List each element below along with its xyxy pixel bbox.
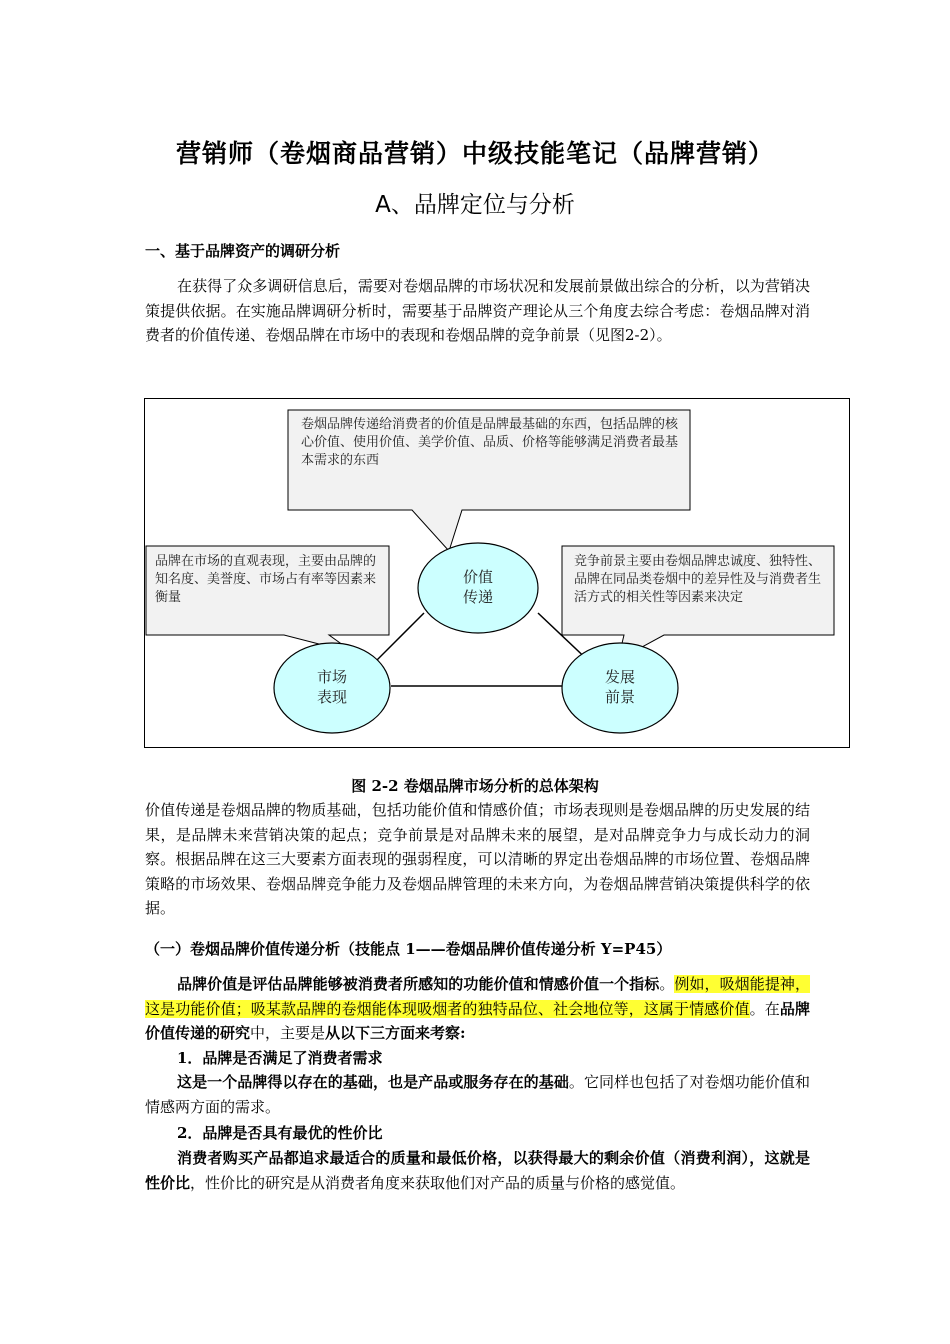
- point1-paragraph: [145, 1070, 810, 1119]
- analysis-paragraph: 价值传递是卷烟品牌的物质基础，包括功能价值和情感价值；市场表现则是卷烟品牌的历史发展的结果，是品牌未来营销决策的起点；竞争前景是对品牌未来的展望，是对品牌竞争力与成长动力的洞察。根据品牌在这三大要素方面表现的强弱程度，可以清晰的界定出卷烟品牌的市场位置、卷烟品牌策略的市场效果、卷烟品牌竞争能力及卷烟品牌管理的未来方向，为卷烟品牌营销决策提供科学的依据。: [145, 801, 810, 917]
- value-definition: 品牌价值是评估品牌能够被消费者所感知的功能价值和情感价值一个指标: [177, 975, 660, 993]
- node-value-label: [448, 567, 508, 607]
- node-future-label: [590, 667, 650, 707]
- value-dot2: 。在: [749, 999, 780, 1018]
- callout-right-text: 竞争前景主要由卷烟品牌忠诚度、独特性、品牌在同品类卷烟中的差异性及与消费者生活方式的相关性等因素来决定: [574, 554, 822, 605]
- value-aspects: 从以下三方面来考察: [325, 1024, 461, 1042]
- figure-caption: 图 2-2 卷烟品牌市场分析的总体架构: [351, 777, 599, 795]
- document-title: 营销师（卷烟商品营销）中级技能笔记（品牌营销）: [175, 139, 774, 168]
- section-heading: 一、基于品牌资产的调研分析: [145, 242, 341, 260]
- point1-bold: 这是一个品牌得以存在的基础，也是产品或服务存在的基础: [177, 1073, 569, 1091]
- intro-paragraph: 在获得了众多调研信息后，需要对卷烟品牌的市场状况和发展前景做出综合的分析，以为营销决策提供依据。在实施品牌调研分析时，需要基于品牌资产理论从三个角度去综合考虑：卷烟品牌对消费者的价值传递、卷烟品牌在市场中的表现和卷烟品牌的竞争前景（见图2-2）。: [145, 277, 810, 344]
- node-market-line2: 表现: [316, 688, 347, 706]
- value-mid: 中，主要是: [250, 1024, 326, 1042]
- point2-bold: 消费者购买产品都追求最适合的质量和最低价格，以获得最大的剩余价值（消费利润），这就是性价比: [145, 1149, 810, 1192]
- value-research: 品牌价值传递的研究: [145, 999, 810, 1042]
- callout-left-text: 品牌在市场的直观表现，主要由品牌的知名度、美誉度、市场占有率等因素来衡量: [155, 554, 377, 605]
- point1-rest: 。它同样也包括了对卷烟功能价值和情感两方面的需求。: [145, 1073, 810, 1116]
- node-future-line2: 前景: [604, 688, 635, 706]
- highlighted-example: 例如，吸烟能提神，这是功能价值；吸某款品牌的卷烟能体现吸烟者的独特品位、社会地位等，这属于情感价值: [145, 975, 810, 1018]
- value-end: :: [460, 1024, 466, 1042]
- point2-rest: ，性价比的研究是从消费者角度来获取他们对产品的质量与价格的感觉值。: [190, 1173, 686, 1192]
- point2-title: 2．品牌是否具有最优的性价比: [177, 1124, 383, 1142]
- point2-paragraph: [145, 1146, 810, 1195]
- node-market-line1: 市场: [316, 668, 347, 686]
- subsection-heading: （一）卷烟品牌价值传递分析（技能点 1——卷烟品牌价值传递分析 Y=P45）: [145, 940, 672, 958]
- value-dot1: 。: [659, 975, 675, 993]
- node-market-label: [302, 667, 362, 707]
- value-paragraph: [145, 972, 810, 1046]
- node-value-line2: 传递: [462, 588, 493, 606]
- node-future-line1: 发展: [604, 668, 635, 686]
- node-value-line1: 价值: [462, 568, 493, 586]
- section-title: A、品牌定位与分析: [375, 192, 575, 218]
- callout-top-text: 卷烟品牌传递给消费者的价值是品牌最基础的东西，包括品牌的核心价值、使用价值、美学价值、品质、价格等能够满足消费者最基本需求的东西: [301, 417, 679, 468]
- point1-title: 1．品牌是否满足了消费者需求: [177, 1049, 383, 1067]
